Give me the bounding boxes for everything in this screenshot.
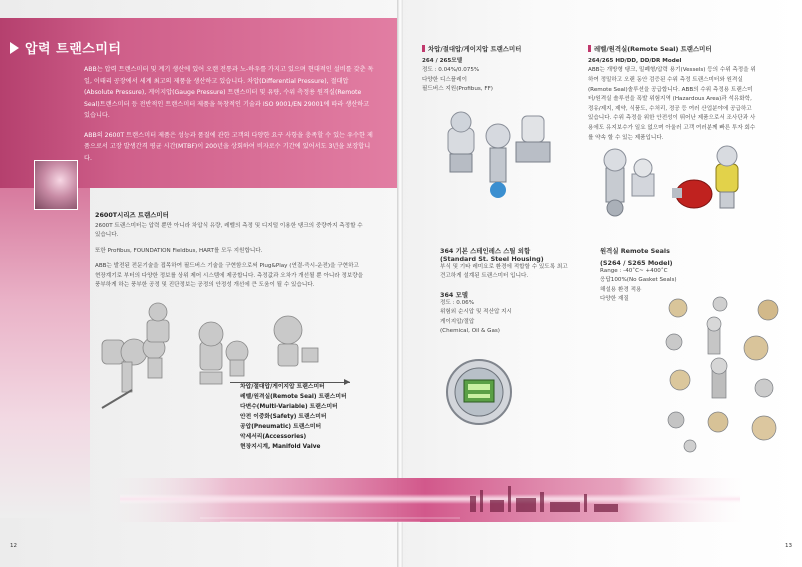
spec-line: 위험외 순시압 및 적산압 지시 [440,309,512,316]
triangle-bullet-icon [10,42,19,54]
spec-line: 정도 : 0.04%/0.075% [422,67,480,74]
section-marker-icon [422,45,425,52]
section-title: 차압/절대압/게이지압 트랜스미터 [422,44,582,53]
landscape-photo-tile [34,160,78,210]
column-diff-pressure [422,44,582,95]
section-title: 레벨/원격실(Remote Seal) 트랜스미터 [588,44,758,53]
remote-seal-parts-image [660,296,790,456]
page-title: 압력 트랜스미터 [25,42,122,57]
series-title: 2600T시리즈 트랜스미터 [95,211,169,219]
series-paragraph-3: ABB는 발전된 전문기술을 접목하여 필드버스 기술을 구현함으로써 Plug&Play (연결-즉시-운전)을 구현하고 현장계기로 부터의 다양한 정보를 상위 제어 시스템에 제공합니다. 측정값과 오차가 개선될 뿐 아니라 정보량을 풍부하게 하는 풍부한 공정 및 진단정보는 공정의 안정성 개선에 큰 도움이 될 수 있습니다. [95,263,364,289]
list-item: 레벨/원격실(Remote Seal) 트랜스미터 [240,394,347,400]
page-number-right: 13 [785,543,792,549]
spec-line: 다양한 디스플레이 [422,76,468,83]
model-label: (S264 / S265 Model) [600,259,673,267]
section-marker-icon [588,45,591,52]
list-item: 공압(Pneumatic) 트랜스미터 [240,424,322,430]
spec-line: 필드버스 지원(Profibus, FF) [422,86,493,93]
series-paragraph-1: 2600T 트랜스미터는 압력 뿐만 아니라 차압식 유량, 레벨의 측정 및 디지털 이용한 탱크의 중량까지 측정할 수 있습니다. [95,223,363,239]
industrial-skyline-banner [0,460,802,540]
product-list [240,382,347,452]
model-label: 264 / 265모델 [422,58,463,64]
spec-line: (Chemical, Oil & Gas) [440,328,500,335]
spec-line: 해설용 환경 적용 [600,286,642,293]
title-row [10,38,121,57]
steel-housing-indicator-image [440,356,518,428]
section-subtitle: (Standard St. Steel Housing) [440,255,544,263]
spec-line: 응답100%(No Gasket Seals) [600,277,677,284]
spec-line: 게이지압/절압 [440,318,475,325]
list-item: 안전 이중화(Safety) 트랜스미터 [240,414,327,420]
series-paragraph-2: 또한 Profibus, FOUNDATION Fieldbus, HART를 모두 지원합니다. [95,247,263,254]
model-label: 264/265 HD/DD, DD/DR Model [588,58,682,64]
steel-housing-description: 부식 및 기타 레미요로 환경에 적합할 수 있도록 최고 견고하게 설계된 트랜스미터 입니다. [440,264,568,280]
model-label: 364 모델 [440,290,468,299]
spec-line: 정도 : 0.06% [440,299,475,306]
section-title: 364 기본 스테인레스 스틸 외함 [440,247,531,255]
transmitter-photos [436,108,766,218]
spec-line: 다양한 재질 [600,296,629,303]
list-item: 차압/절대압/게이지압 트랜스미터 [240,384,325,390]
series-section [95,210,365,296]
intro-paragraph-1: ABB는 압력 트랜스미터 및 계기 생산에 있어 오랜 전통과 노-하우를 가지고 있으며 현대적인 설비를 갖춘 독일, 이태리 공장에서 세계 최고의 제품을 생산하고 있습니다. 차압(Differential Pressure), 절대압(Absolute Pressure), 게이지압(Gauge Pressure) 트랜스미터 및 유량, 수위 측정용 원격실(Remote Seal)트랜스미터 등 전반적인 트랜스미터 제품을 독창적인 기술과 ISO 9001/EN 29001에 따라 생산하고 있습니다. [84,66,374,119]
list-item: 현장지시계, Manifold Valve [240,444,321,450]
page-number-left: 12 [10,543,17,549]
intro-paragraph-2: ABB의 2600T 트랜스미터 제품은 성능과 품질에 관한 고객의 다양한 요구 사항을 충족할 수 있는 우수한 제품으로서 고장 발생간격 평균 시간(MTBF)이 200년을 상회하여 비자로수 기간에 있어서도 3년을 보장합니다. [84,131,373,162]
list-item: 다변수(Multi-Variable) 트랜스미터 [240,404,338,410]
intro-text [84,64,374,172]
list-item: 악세서리(Accessories) [240,434,307,440]
spec-line: Range : -40˚C~ +400˚C [600,268,668,274]
section-title: 원격실 Remote Seals [600,247,670,255]
column-steel-housing [440,246,570,336]
remote-seal-description: ABB는 개방형 탱크, 밀폐형/압력 용기(Vessels) 등의 수위 측정을 위하여 정밀하고 오랜 동안 검증된 수위 측정 트랜스미터와 원격실(Remote Seal)솔루션을 공급합니다. ABB의 수위 측정용 트랜스미터/원격실 솔루션을 폭발 위험지역 (Hazardous Area)과 석유화학, 정유/제지, 제약, 식품도, 수처리, 정공 등 여러 산업분야에 공급하고 있습니다. 수위 측정을 위한 안전성이 뛰어난 제품으로서 조사단과 사용에도 유지보수가 일요 없으며 아울러 고객 여러분께 빠른 투자 회수를 약속 할 수 있는 제품입니다. [588,67,756,141]
